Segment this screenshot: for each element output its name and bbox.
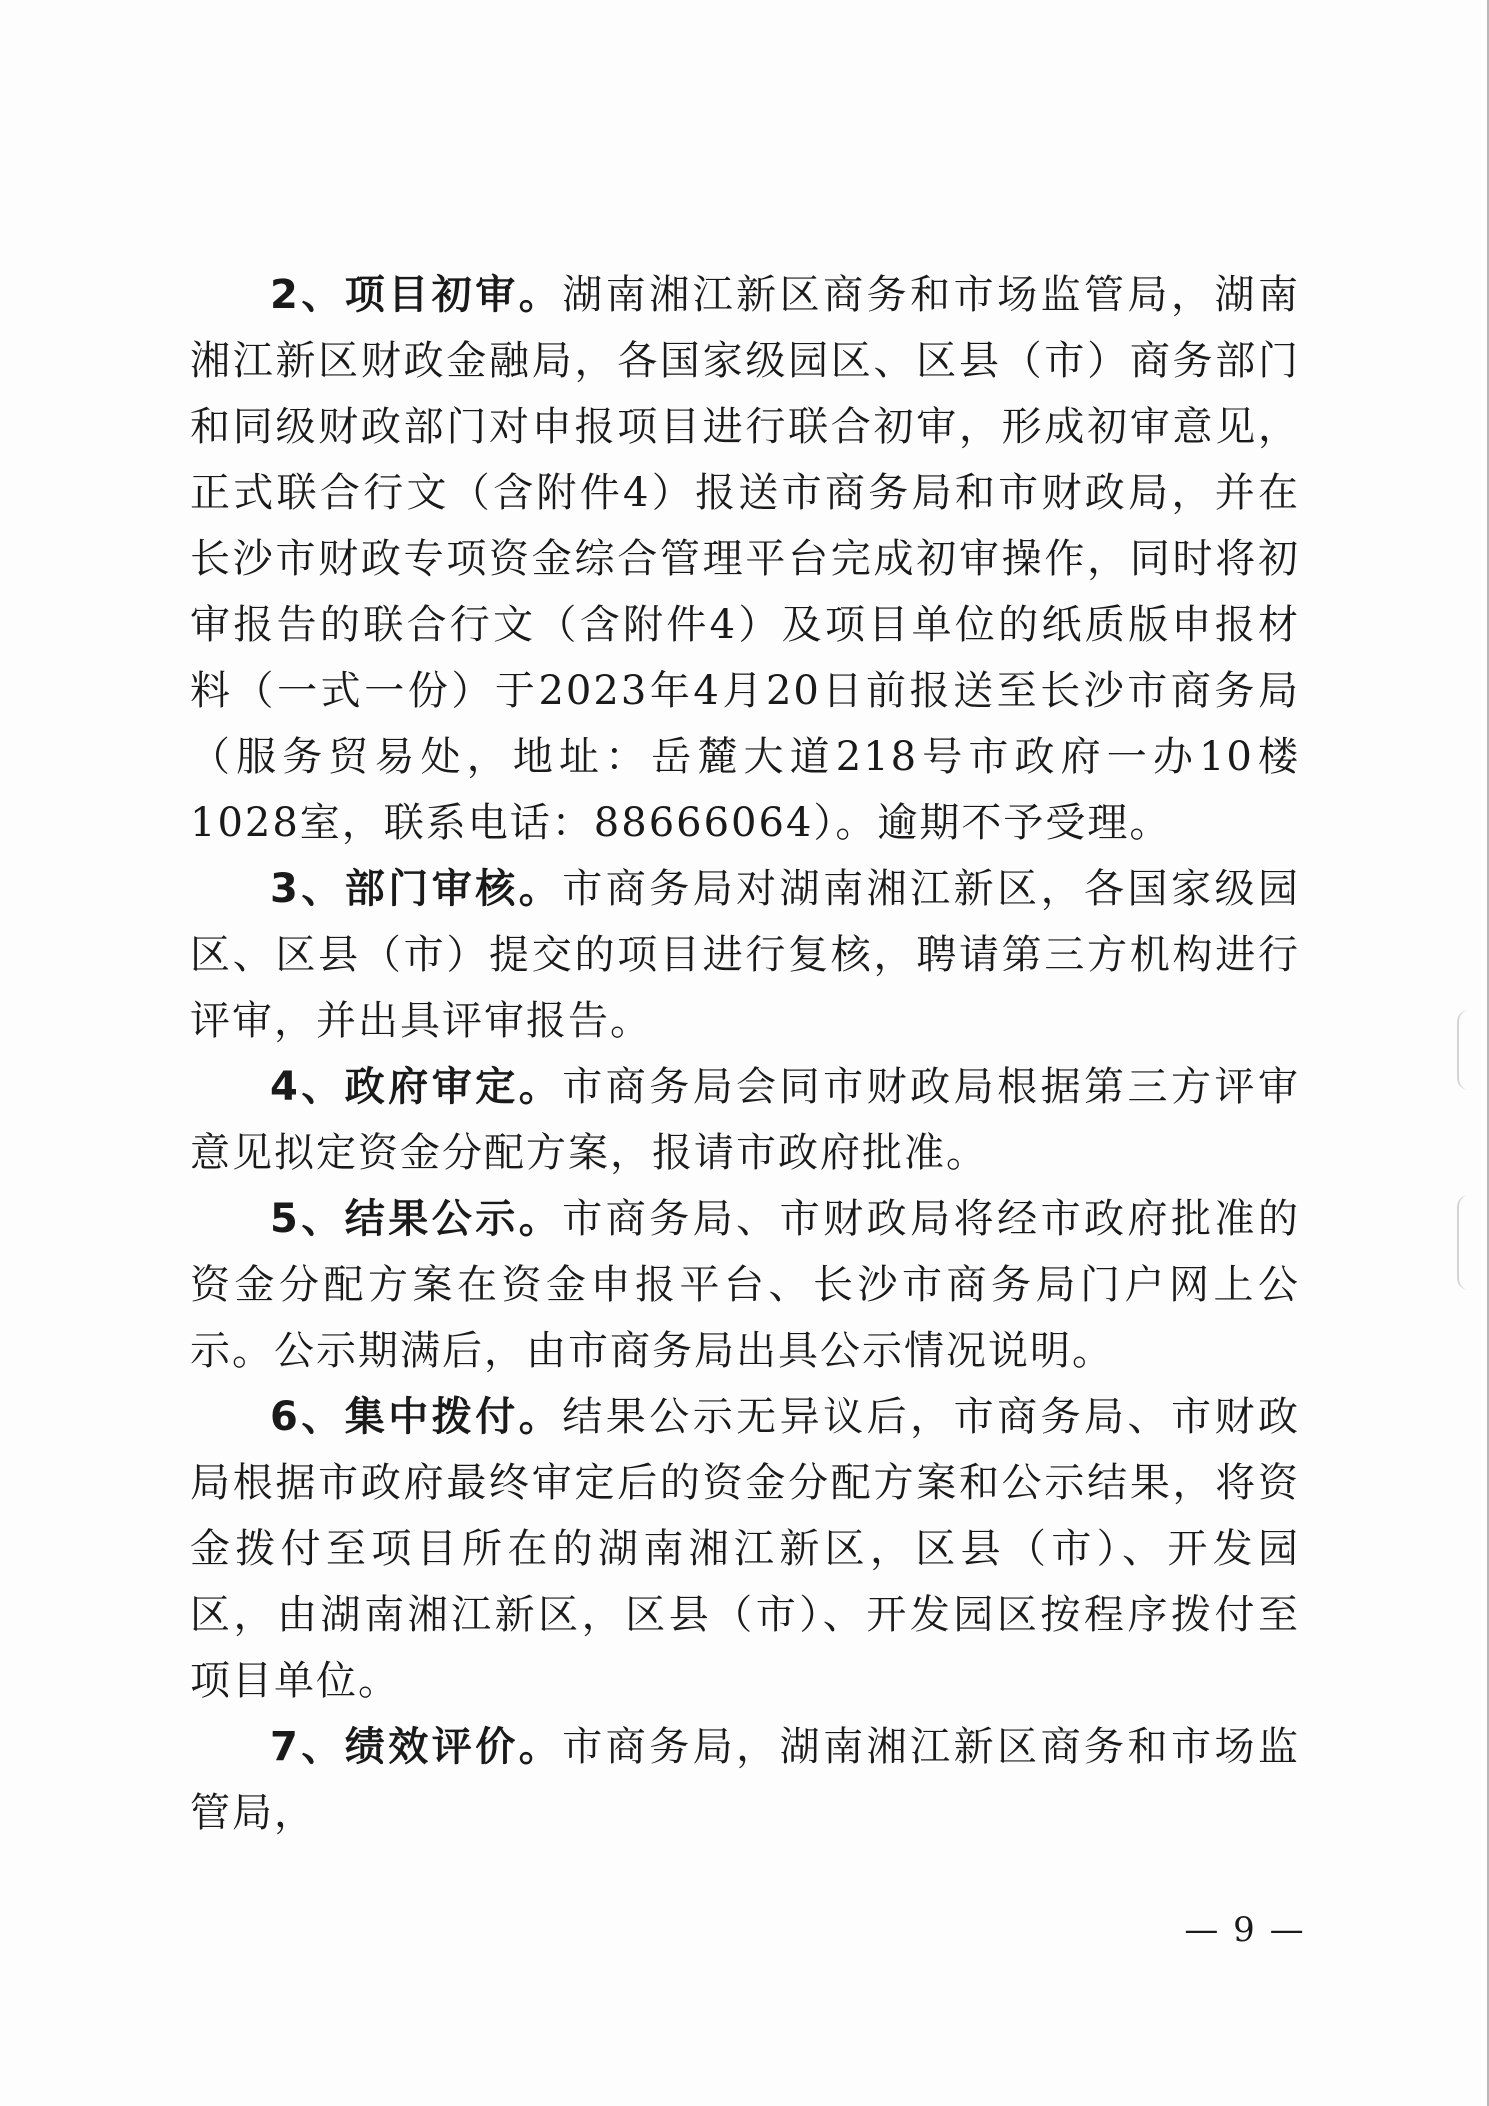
paragraph-government-approval (190, 1054, 1300, 1186)
paragraph-lead: 6、集中拨付。 (270, 1394, 563, 1440)
paragraph-lead: 5、结果公示。 (270, 1196, 563, 1242)
paragraph-lead: 2、项目初审。 (270, 272, 563, 318)
paragraph-project-preliminary-review (190, 262, 1300, 856)
paragraph-text: 市商务局会同市财政局根据第三方评审意见拟定资金分配方案，报请市政府批准。 (190, 1064, 1300, 1176)
paragraph-centralized-disbursement (190, 1384, 1300, 1714)
paragraph-text: 湖南湘江新区商务和市场监管局，湖南湘江新区财政金融局，各国家级园区、区县（市）商务部门和同级财政部门对申报项目进行联合初审，形成初审意见，正式联合行文（含附件4）报送市商务局和市财政局，并在长沙市财政专项资金综合管理平台完成初审操作，同时将初审报告的联合行文（含附件4）及项目单位的纸质版申报材料（一式一份）于2023年4月20日前报送至长沙市商务局（服务贸易处，地址：岳麓大道218号市政府一办10楼1028室，联系电话：88666064）。逾期不予受理。 (190, 272, 1300, 846)
paragraph-text: 结果公示无异议后，市商务局、市财政局根据市政府最终审定后的资金分配方案和公示结果，将资金拨付至项目所在的湖南湘江新区，区县（市）、开发园区，由湖南湘江新区，区县（市）、开发园区按程序拨付至项目单位。 (190, 1394, 1300, 1704)
paragraph-performance-evaluation (190, 1714, 1300, 1846)
paragraph-lead: 3、部门审核。 (270, 866, 563, 912)
page-number: — 9 — (1184, 1910, 1306, 1950)
paragraph-result-publication (190, 1186, 1300, 1384)
paragraph-lead: 4、政府审定。 (270, 1064, 563, 1110)
paragraph-lead: 7、绩效评价。 (270, 1724, 563, 1770)
paragraph-department-review (190, 856, 1300, 1054)
document-body (190, 262, 1300, 1846)
seal-fragment-mark (1457, 1195, 1481, 1290)
paragraph-text: 市商务局对湖南湘江新区，各国家级园区、区县（市）提交的项目进行复核，聘请第三方机构进行评审，并出具评审报告。 (190, 866, 1300, 1044)
paragraph-text: 市商务局，湖南湘江新区商务和市场监管局， (190, 1724, 1300, 1836)
paragraph-text: 市商务局、市财政局将经市政府批准的资金分配方案在资金申报平台、长沙市商务局门户网上公示。公示期满后，由市商务局出具公示情况说明。 (190, 1196, 1300, 1374)
seal-fragment-mark (1457, 1010, 1481, 1090)
